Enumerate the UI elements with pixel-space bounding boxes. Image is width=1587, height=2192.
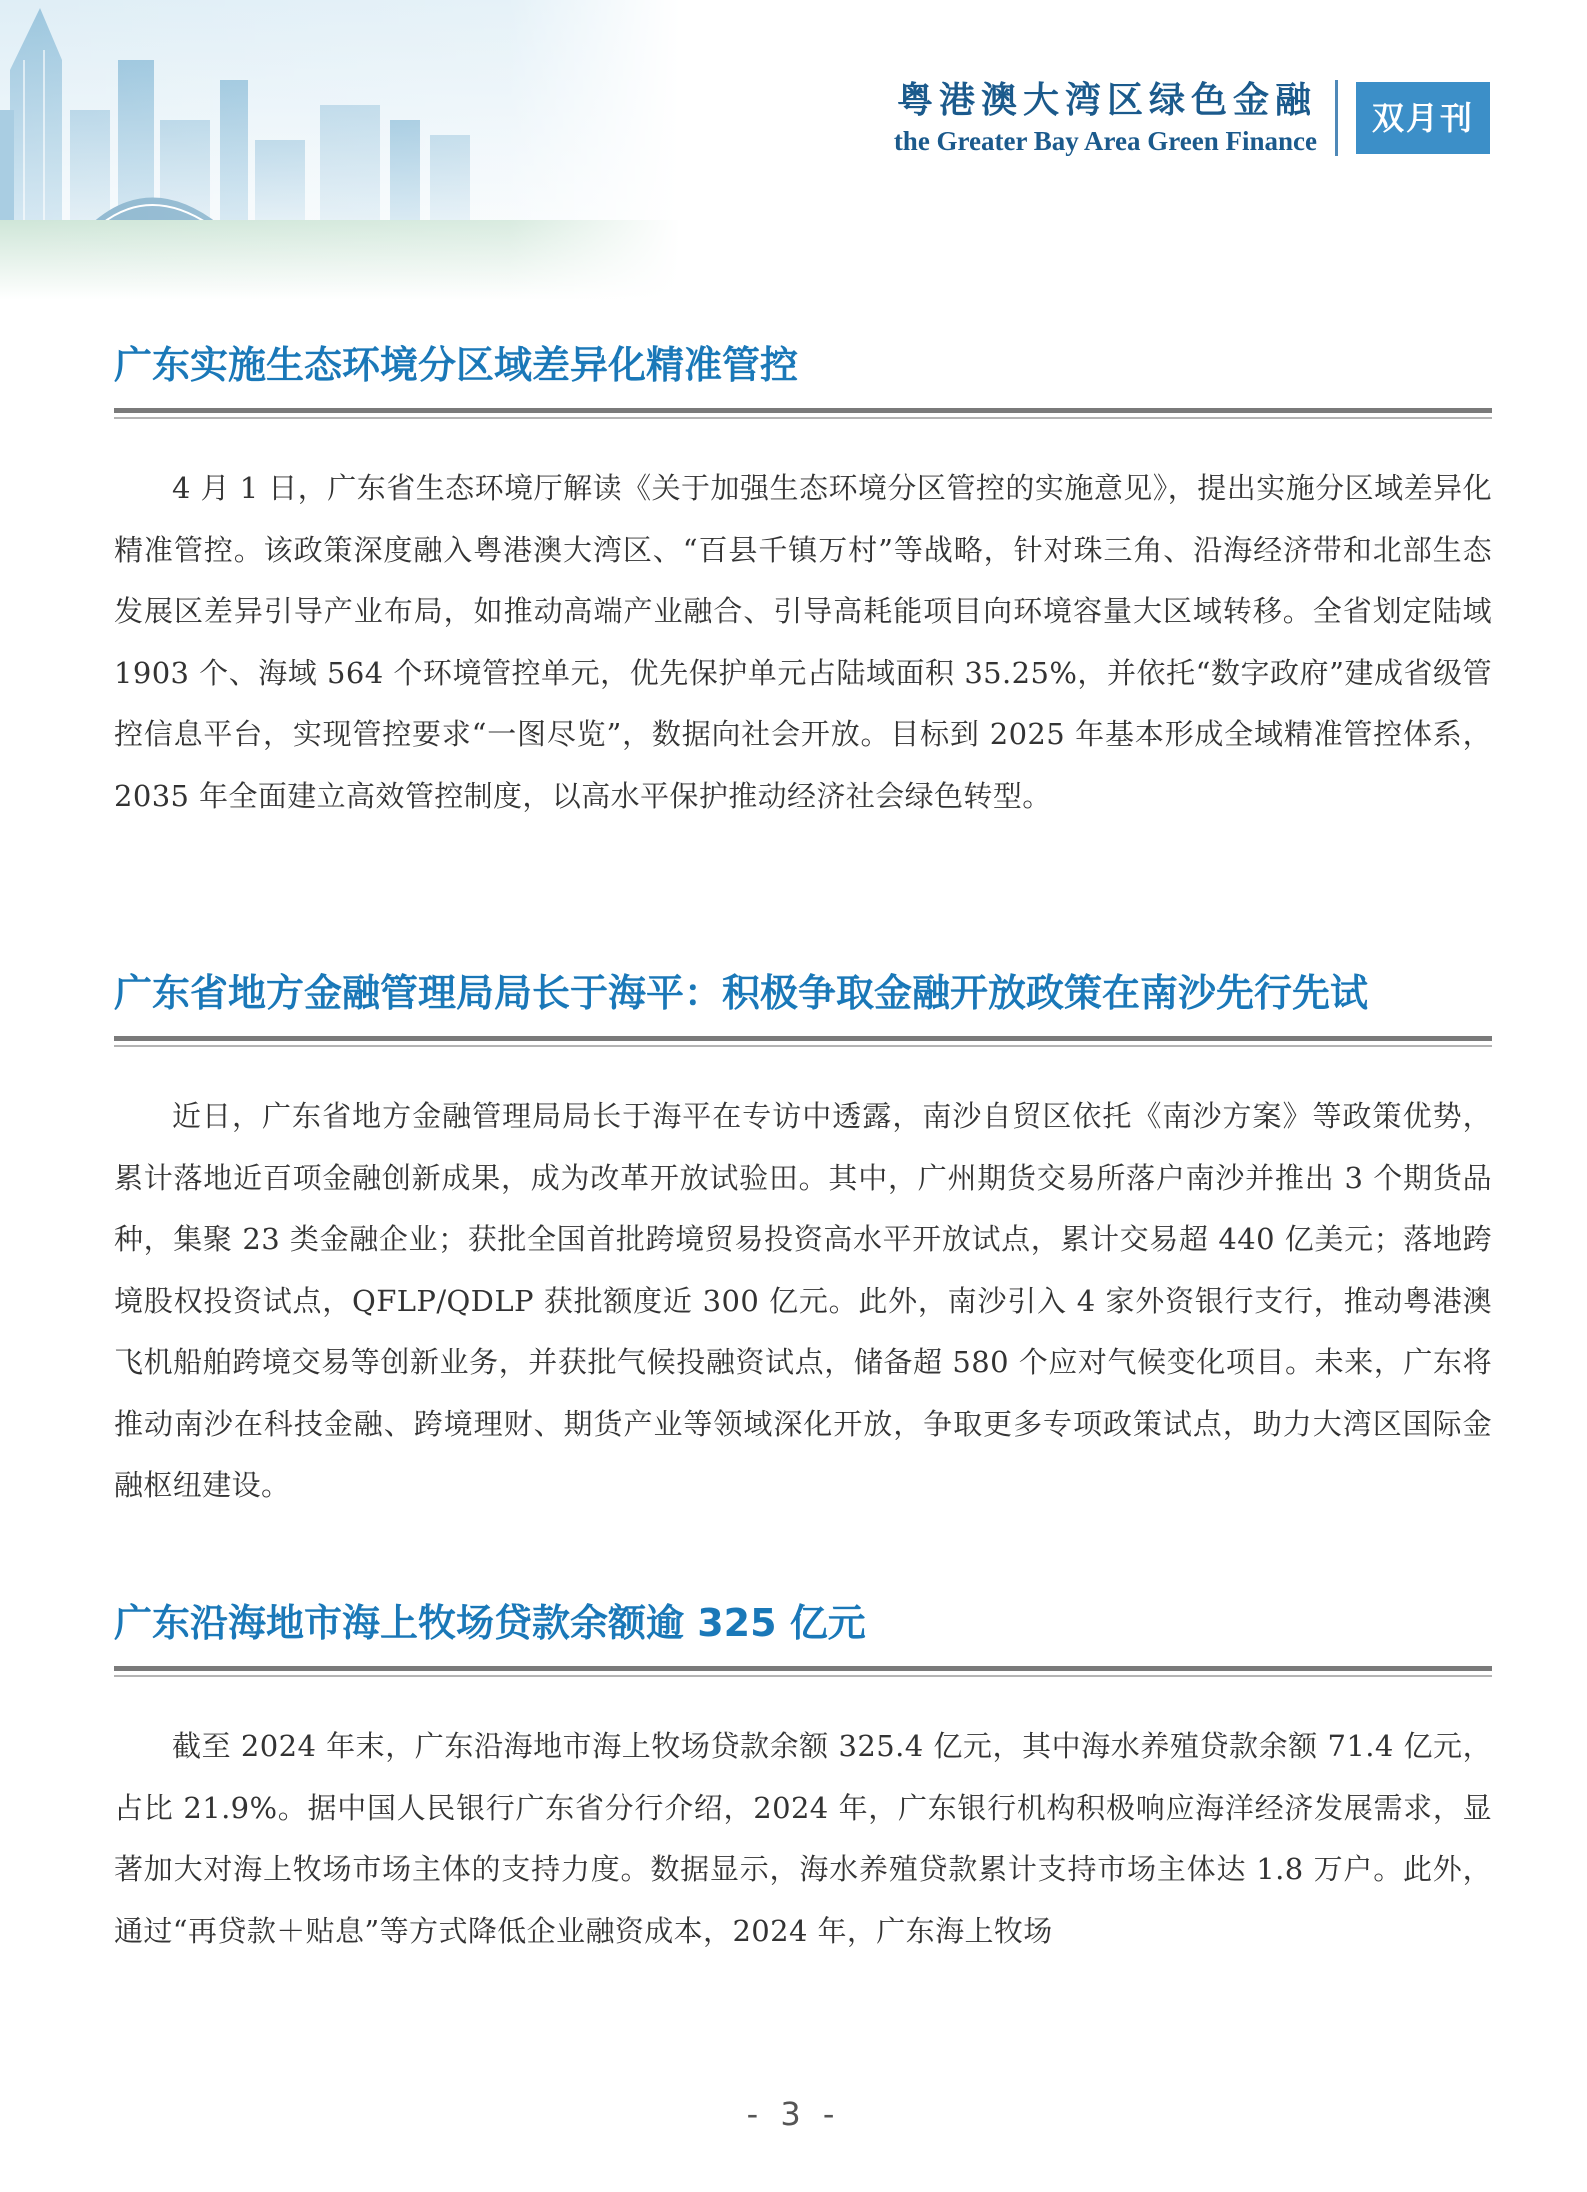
masthead bbox=[894, 78, 1490, 158]
article-body: 4 月 1 日，广东省生态环境厅解读《关于加强生态环境分区管控的实施意见》，提出实施分区域差异化精准管控。该政策深度融入粤港澳大湾区、“百县千镇万村”等战略，针对珠三角、沿海经济带和北部生态发展区差异引导产业布局，如推动高端产业融合、引导高耗能项目向环境容量大区域转移。全省划定陆域 1903 个、海域 564 个环境管控单元，优先保护单元占陆域面积 35.25%，并依托“数字政府”建成省级管控信息平台，实现管控要求“一图尽览”，数据向社会开放。目标到 2025 年基本形成全域精准管控体系，2035 年全面建立高效管控制度，以高水平保护推动经济社会绿色转型。 bbox=[114, 471, 1492, 813]
article-body: 近日，广东省地方金融管理局局长于海平在专访中透露，南沙自贸区依托《南沙方案》等政策优势，累计落地近百项金融创新成果，成为改革开放试验田。其中，广州期货交易所落户南沙并推出 3 个期货品种，集聚 23 类金融企业；获批全国首批跨境贸易投资高水平开放试点，累计交易超 440 亿美元；落地跨境股权投资试点，QFLP/QDLP 获批额度近 300 亿元。此外，南沙引入 4 家外资银行支行，推动粤港澳飞机船舶跨境交易等创新业务，并获批气候投融资试点，储备超 580 个应对气候变化项目。未来，广东将推动南沙在科技金融、跨境理财、期货产业等领域深化开放，争取更多专项政策试点，助力大湾区国际金融枢纽建设。 bbox=[114, 1099, 1492, 1502]
article-title: 广东沿海地市海上牧场贷款余额逾 325 亿元 bbox=[114, 1601, 866, 1645]
title-rule bbox=[114, 1036, 1492, 1050]
article-title: 广东省地方金融管理局局长于海平：积极争取金融开放政策在南沙先行先试 bbox=[114, 971, 1369, 1015]
article-3 bbox=[114, 1598, 1492, 1962]
page-number: - 3 - bbox=[746, 2095, 841, 2133]
masthead-title-cn: 粤港澳大湾区绿色金融 bbox=[896, 79, 1317, 121]
masthead-divider bbox=[1335, 80, 1338, 156]
masthead-titles bbox=[894, 78, 1335, 158]
article-body: 截至 2024 年末，广东沿海地市海上牧场贷款余额 325.4 亿元，其中海水养殖贷款余额 71.4 亿元，占比 21.9%。据中国人民银行广东省分行介绍，2024 年，广东银行机构积极响应海洋经济发展需求，显著加大对海上牧场市场主体的支持力度。数据显示，海水养殖贷款累计支持市场主体达 1.8 万户。此外，通过“再贷款＋贴息”等方式降低企业融资成本，2024 年，广东海上牧场 bbox=[114, 1729, 1492, 1948]
title-rule bbox=[114, 1666, 1492, 1680]
article-2 bbox=[114, 968, 1492, 1517]
masthead-title-en: the Greater Bay Area Green Finance bbox=[893, 126, 1317, 156]
city-skyline-illustration bbox=[0, 0, 680, 300]
article-title: 广东实施生态环境分区域差异化精准管控 bbox=[114, 343, 799, 387]
title-rule bbox=[114, 408, 1492, 422]
article-1 bbox=[114, 340, 1492, 827]
frequency-badge: 双月刊 bbox=[1356, 82, 1490, 154]
